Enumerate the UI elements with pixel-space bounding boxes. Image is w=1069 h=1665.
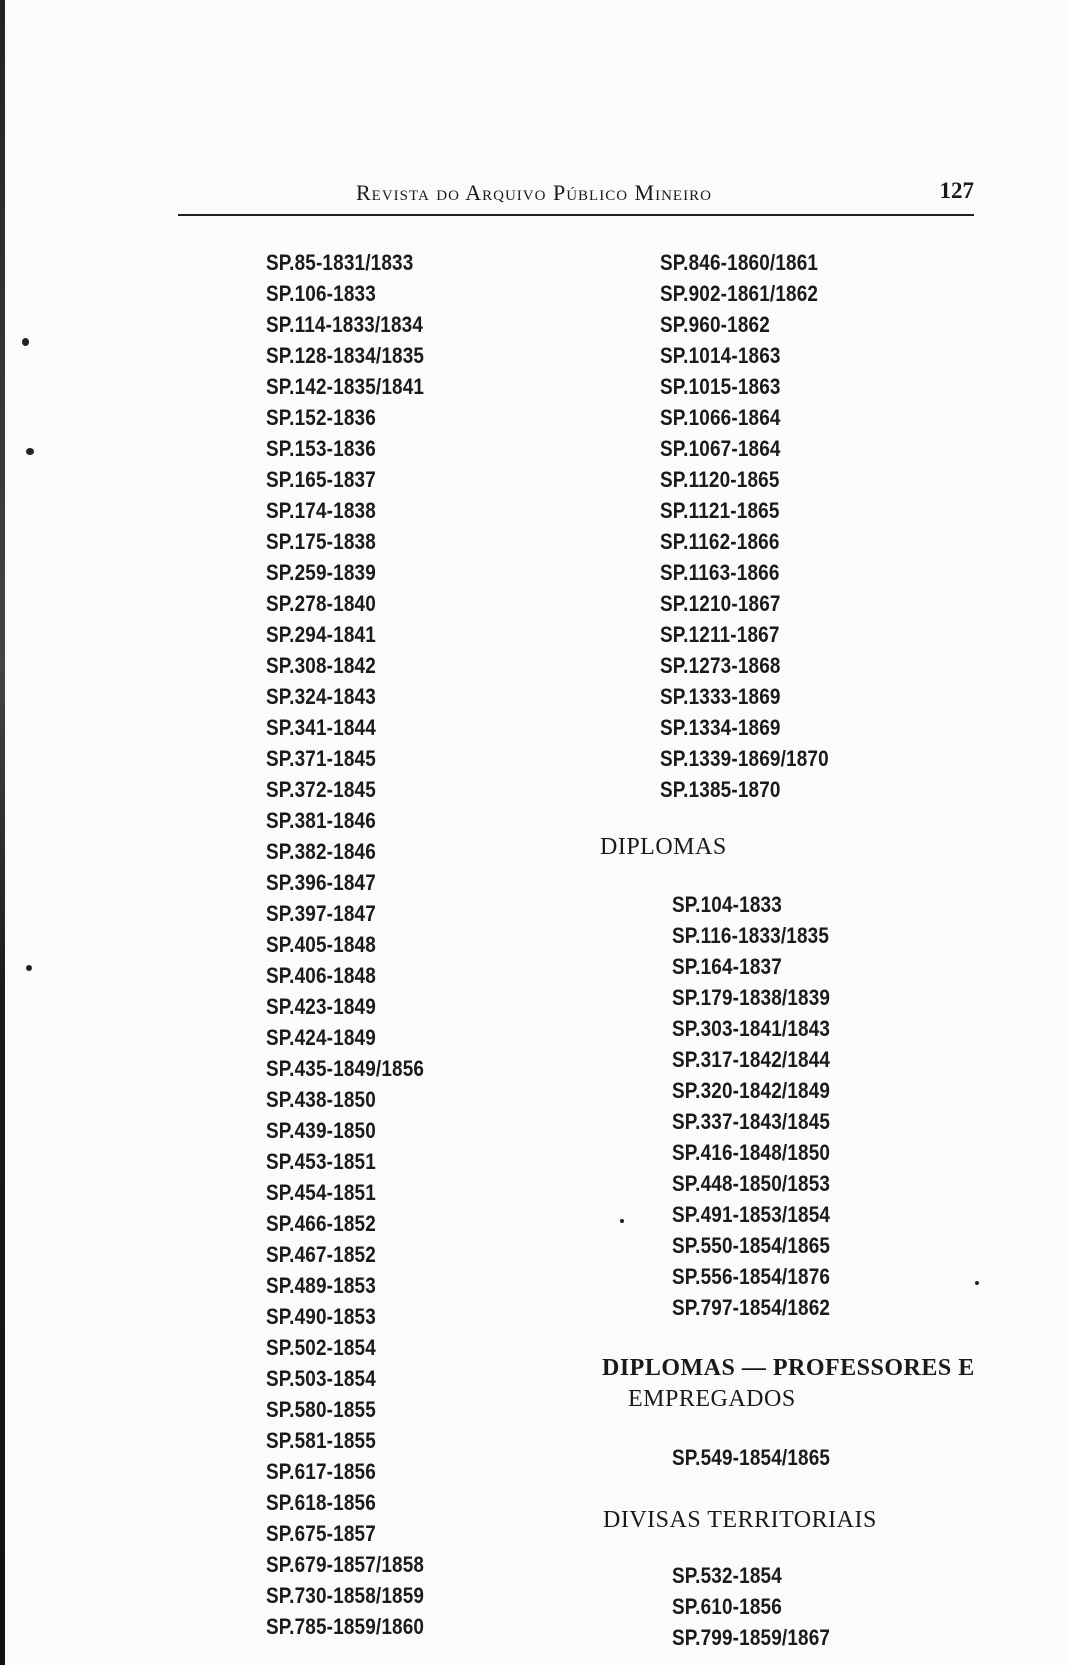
list-item: SP.85-1831/1833 xyxy=(266,250,414,275)
list-item: SP.435-1849/1856 xyxy=(266,1056,425,1081)
list-item: SP.165-1837 xyxy=(266,467,376,492)
list-item: SP.556-1854/1876 xyxy=(672,1264,831,1289)
list-item: SP.580-1855 xyxy=(266,1397,376,1422)
list-item: SP.423-1849 xyxy=(266,994,376,1019)
list-item: SP.424-1849 xyxy=(266,1025,376,1050)
diplomas-professores-list xyxy=(672,1442,856,1473)
left-column xyxy=(266,247,450,1642)
list-item: SP.1211-1867 xyxy=(660,622,780,647)
list-item: SP.278-1840 xyxy=(266,591,376,616)
list-item: SP.406-1848 xyxy=(266,963,376,988)
list-item: SP.679-1857/1858 xyxy=(266,1552,425,1577)
list-item: SP.785-1859/1860 xyxy=(266,1614,425,1639)
list-item: SP.1163-1866 xyxy=(660,560,780,585)
list-item: SP.381-1846 xyxy=(266,808,376,833)
list-item: SP.730-1858/1859 xyxy=(266,1583,425,1608)
list-item: SP.372-1845 xyxy=(266,777,376,802)
list-item: SP.320-1842/1849 xyxy=(672,1078,831,1103)
list-item: SP.317-1842/1844 xyxy=(672,1047,831,1072)
page-number: 127 xyxy=(939,178,974,203)
list-item: SP.675-1857 xyxy=(266,1521,376,1546)
list-item: SP.490-1853 xyxy=(266,1304,376,1329)
list-item: SP.502-1854 xyxy=(266,1335,376,1360)
list-item: SP.179-1838/1839 xyxy=(672,985,831,1010)
list-item: SP.799-1859/1867 xyxy=(672,1625,831,1650)
list-item: SP.303-1841/1843 xyxy=(672,1016,831,1041)
list-item: SP.416-1848/1850 xyxy=(672,1140,831,1165)
scan-speck xyxy=(26,448,34,455)
list-item: SP.467-1852 xyxy=(266,1242,376,1267)
list-item: SP.1066-1864 xyxy=(660,405,781,430)
list-item: SP.902-1861/1862 xyxy=(660,281,819,306)
list-item: SP.1014-1863 xyxy=(660,343,781,368)
list-item: SP.549-1854/1865 xyxy=(672,1445,831,1470)
list-item: SP.152-1836 xyxy=(266,405,376,430)
list-item: SP.175-1838 xyxy=(266,529,376,554)
list-item: SP.846-1860/1861 xyxy=(660,250,819,275)
list-item: SP.960-1862 xyxy=(660,312,770,337)
divisas-list xyxy=(672,1560,856,1653)
list-item: SP.453-1851 xyxy=(266,1149,376,1174)
list-item: SP.618-1856 xyxy=(266,1490,376,1515)
list-item: SP.491-1853/1854 xyxy=(672,1202,831,1227)
list-item: SP.106-1833 xyxy=(266,281,376,306)
list-item: SP.1385-1870 xyxy=(660,777,781,802)
section-heading-diplomas-professores-cont: EMPREGADOS xyxy=(628,1386,796,1412)
list-item: SP.174-1838 xyxy=(266,498,376,523)
list-item: SP.1120-1865 xyxy=(660,467,780,492)
list-item: SP.324-1843 xyxy=(266,684,376,709)
list-item: SP.164-1837 xyxy=(672,954,782,979)
list-item: SP.294-1841 xyxy=(266,622,376,647)
list-item: SP.489-1853 xyxy=(266,1273,376,1298)
running-title: Revista do Arquivo Público Mineiro xyxy=(356,180,712,205)
list-item: SP.308-1842 xyxy=(266,653,376,678)
list-item: SP.128-1834/1835 xyxy=(266,343,425,368)
list-item: SP.337-1843/1845 xyxy=(672,1109,831,1134)
list-item: SP.396-1847 xyxy=(266,870,376,895)
list-item: SP.142-1835/1841 xyxy=(266,374,425,399)
list-item: SP.466-1852 xyxy=(266,1211,376,1236)
list-item: SP.1121-1865 xyxy=(660,498,780,523)
list-item: SP.550-1854/1865 xyxy=(672,1233,831,1258)
page-header xyxy=(178,178,974,216)
list-item: SP.581-1855 xyxy=(266,1428,376,1453)
list-item: SP.532-1854 xyxy=(672,1563,782,1588)
section-heading-diplomas-professores: DIPLOMAS — PROFESSORES E xyxy=(602,1355,975,1381)
diplomas-list xyxy=(672,889,856,1323)
list-item: SP.382-1846 xyxy=(266,839,376,864)
list-item: SP.797-1854/1862 xyxy=(672,1295,831,1320)
list-item: SP.114-1833/1834 xyxy=(266,312,424,337)
scan-speck xyxy=(26,965,32,971)
list-item: SP.259-1839 xyxy=(266,560,376,585)
section-heading-diplomas: DIPLOMAS xyxy=(600,834,727,860)
list-item: SP.503-1854 xyxy=(266,1366,376,1391)
list-item: SP.1333-1869 xyxy=(660,684,781,709)
list-item: SP.448-1850/1853 xyxy=(672,1171,831,1196)
list-item: SP.1334-1869 xyxy=(660,715,781,740)
section-heading-divisas: DIVISAS TERRITORIAIS xyxy=(603,1507,877,1533)
scan-speck xyxy=(22,338,29,346)
list-item: SP.1273-1868 xyxy=(660,653,781,678)
list-item: SP.405-1848 xyxy=(266,932,376,957)
list-item: SP.454-1851 xyxy=(266,1180,376,1205)
scan-edge xyxy=(0,0,5,1665)
scan-speck xyxy=(975,1281,979,1285)
list-item: SP.1339-1869/1870 xyxy=(660,746,829,771)
scan-speck xyxy=(620,1219,624,1223)
list-item: SP.610-1856 xyxy=(672,1594,782,1619)
list-item: SP.153-1836 xyxy=(266,436,376,461)
list-item: SP.1210-1867 xyxy=(660,591,781,616)
list-item: SP.1162-1866 xyxy=(660,529,780,554)
list-item: SP.341-1844 xyxy=(266,715,376,740)
list-item: SP.1015-1863 xyxy=(660,374,781,399)
list-item: SP.116-1833/1835 xyxy=(672,923,830,948)
list-item: SP.104-1833 xyxy=(672,892,782,917)
list-item: SP.371-1845 xyxy=(266,746,376,771)
list-item: SP.397-1847 xyxy=(266,901,376,926)
right-column xyxy=(660,247,856,805)
list-item: SP.617-1856 xyxy=(266,1459,376,1484)
list-item: SP.439-1850 xyxy=(266,1118,376,1143)
list-item: SP.438-1850 xyxy=(266,1087,376,1112)
list-item: SP.1067-1864 xyxy=(660,436,781,461)
